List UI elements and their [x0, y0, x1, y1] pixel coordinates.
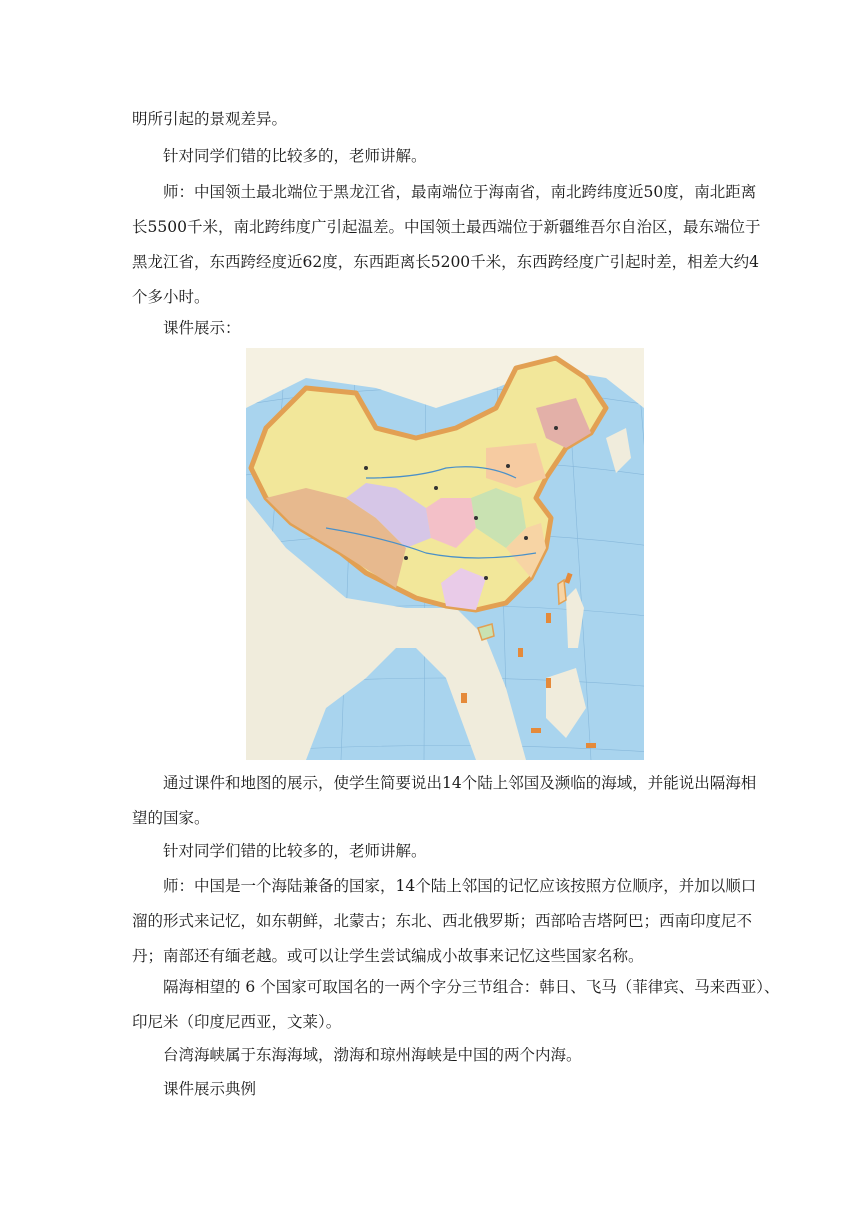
text-line: 台湾海峡属于东海海域，渤海和琼州海峡是中国的两个内海。 [163, 1046, 582, 1064]
text-line: 丹；南部还有缅老越。或可以让学生尝试编成小故事来记忆这些国家名称。 [132, 947, 644, 965]
paragraph-5 [132, 766, 757, 836]
china-map-figure [246, 348, 644, 760]
text-line: 印尼米（印度尼西亚，文莱）。 [132, 1013, 342, 1031]
paragraph-9 [132, 1038, 732, 1073]
text-line: 隔海相望的 6 个国家可取国名的一两个字分三节组合：韩日、飞马（菲律宾、马来西亚）、 [163, 978, 780, 996]
text-line: 黑龙江省，东西跨经度近62度，东西距离长5200千米，东西跨经度广引起时差，相差大约4 [132, 253, 760, 271]
paragraph-3 [132, 175, 761, 315]
paragraph-6 [132, 834, 732, 869]
text-line: 课件展示： [163, 319, 241, 337]
text-line: 长5500千米，南北跨纬度广引起温差。中国领土最西端位于新疆维吾尔自治区，最东端位于 [132, 218, 761, 236]
paragraph-10 [132, 1072, 732, 1107]
text-line: 师：中国领土最北端位于黑龙江省，最南端位于海南省，南北跨纬度近50度，南北距离 [163, 183, 757, 201]
text-line: 师：中国是一个海陆兼备的国家，14个陆上邻国的记忆应该按照方位顺序，并加以顺口 [163, 877, 757, 895]
text-line: 针对同学们错的比较多的，老师讲解。 [163, 147, 427, 165]
text-line: 课件展示典例 [163, 1080, 257, 1098]
text-line: 通过课件和地图的展示，使学生简要说出14个陆上邻国及濒临的海域，并能说出隔海相 [163, 774, 757, 792]
text-line: 溜的形式来记忆，如东朝鲜，北蒙古；东北、西北俄罗斯；西部哈吉塔阿巴；西南印度尼不 [132, 912, 753, 930]
paragraph-4 [132, 311, 732, 346]
china-map-image [246, 348, 644, 760]
paragraph-7 [132, 869, 757, 974]
text-line: 明所引起的景观差异。 [132, 110, 288, 128]
paragraph-1 [132, 102, 732, 137]
paragraph-8 [132, 970, 780, 1040]
paragraph-2 [132, 139, 732, 174]
text-line: 望的国家。 [132, 809, 210, 827]
text-line: 针对同学们错的比较多的，老师讲解。 [163, 842, 427, 860]
text-line: 个多小时。 [132, 288, 210, 306]
